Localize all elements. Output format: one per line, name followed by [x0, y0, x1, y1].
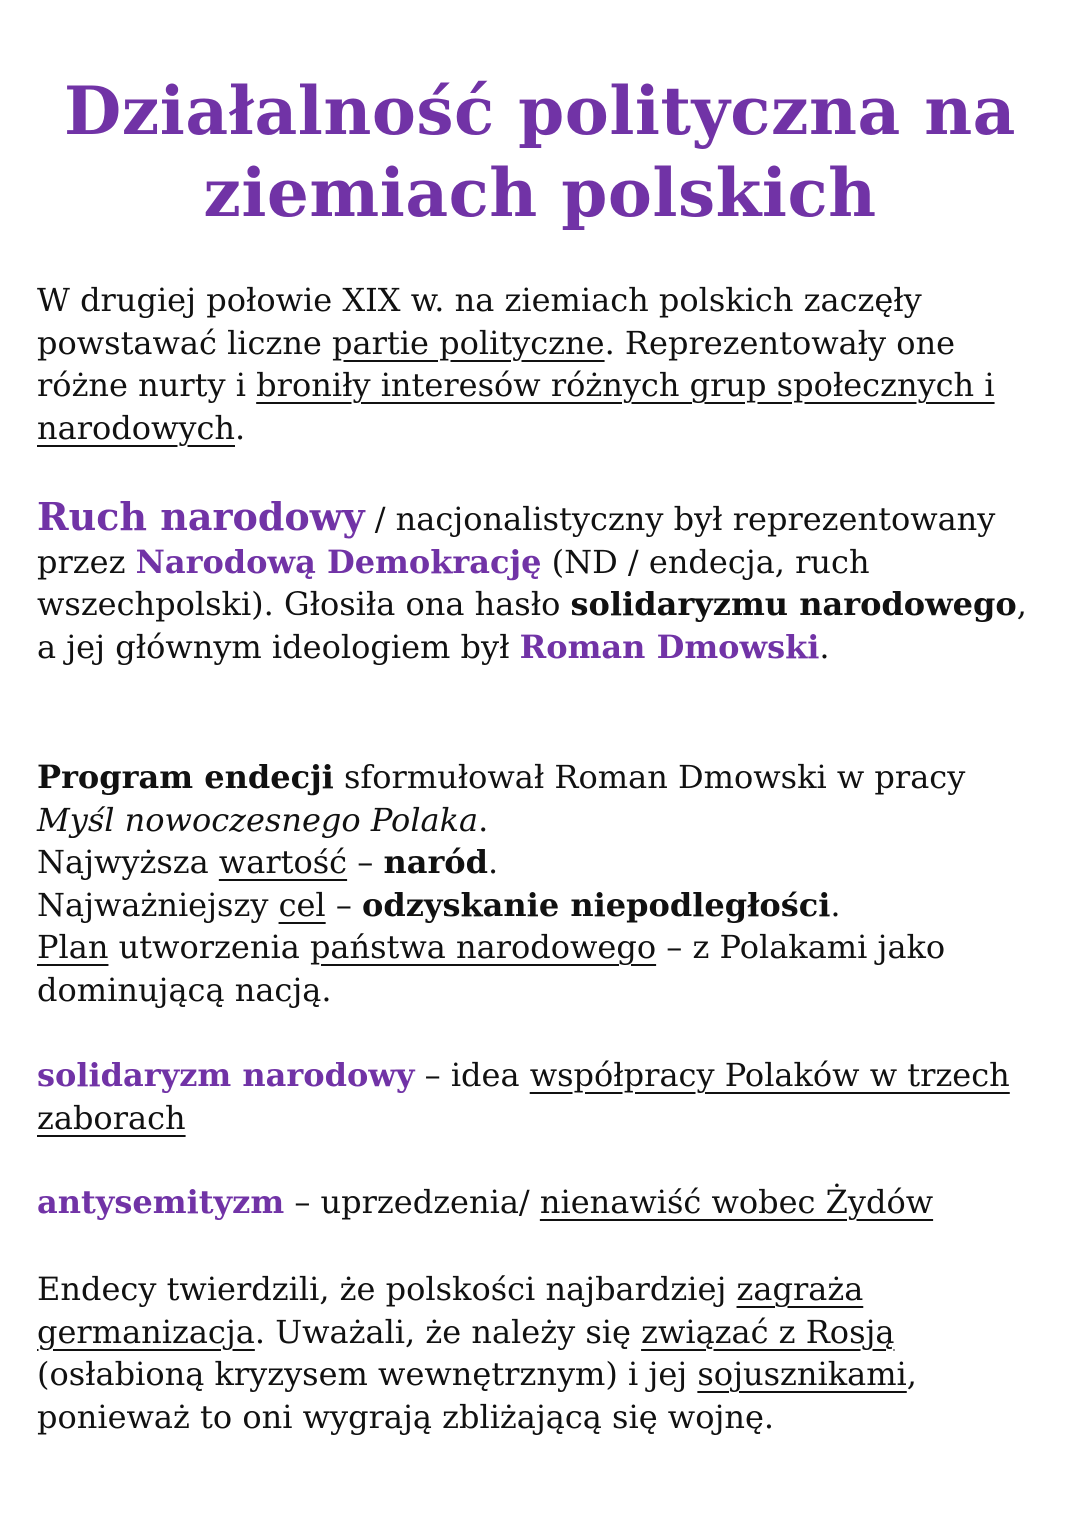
- niepodleglosc-bold: odzyskanie niepodległości: [362, 885, 831, 924]
- program-endecji-block: [37, 756, 1047, 1011]
- rosja-underline: związać z Rosją: [641, 1312, 895, 1351]
- ruch-text-2: (ND / endecja, ruch wszechpolski). Głosiła ona hasło: [37, 542, 870, 623]
- wartosc-prefix: Najwyższa: [37, 843, 219, 881]
- ruch-narodowy-term: Ruch narodowy: [37, 494, 365, 539]
- endecy-text-3: (osłabioną kryzysem wewnętrznym) i jej: [37, 1355, 698, 1393]
- ruch-text-1: / nacjonalistyczny był reprezentowany przez: [37, 500, 996, 581]
- antysemityzm-term: antysemityzm: [37, 1183, 285, 1221]
- panstwo-narodowe-underline: państwa narodowego: [309, 928, 657, 966]
- solidaryzm-bold: solidaryzmu narodowego: [570, 585, 1017, 623]
- page-title-line-1: Działalność polityczna na: [64, 72, 1016, 150]
- cel-dash: –: [325, 885, 362, 924]
- cel-prefix: Najważniejszy: [37, 885, 279, 924]
- roman-dmowski-term: Roman Dmowski: [519, 627, 820, 666]
- plan-suffix: – z Polakami jako dominującą nacją.: [37, 928, 946, 1009]
- narod-bold: naród: [383, 843, 489, 881]
- intro-text-1: W drugiej połowie XIX w. na ziemiach polskich zaczęły powstawać liczne: [37, 281, 922, 362]
- program-line-wartosc: [37, 841, 1047, 884]
- cel-underline: cel: [278, 885, 326, 924]
- endecy-text-1: Endecy twierdzili, że polskości najbardziej: [37, 1270, 737, 1308]
- program-text-1: sformułował Roman Dmowski w pracy: [333, 758, 966, 796]
- program-intro-line: [37, 756, 1047, 841]
- wartosc-period: .: [488, 843, 499, 881]
- antysemityzm-text: – uprzedzenia/: [284, 1183, 540, 1221]
- sojusznicy-underline: sojusznikami: [697, 1355, 907, 1393]
- program-endecji-bold: Program endecji: [37, 758, 334, 796]
- germanizacja-underline: zagraża germanizacja: [37, 1270, 864, 1351]
- wartosc-dash: –: [347, 843, 384, 881]
- definition-antysemityzm: [37, 1181, 1047, 1224]
- cel-period: .: [830, 885, 841, 924]
- intro-paragraph: [37, 279, 1047, 449]
- program-line-plan: [37, 926, 1047, 1011]
- solidaryzm-text: – idea: [414, 1056, 530, 1094]
- antysemityzm-underline: nienawiść wobec Żydów: [539, 1183, 934, 1221]
- page-title: [0, 70, 1080, 234]
- plan-text: utworzenia: [108, 928, 310, 966]
- book-title: Myśl nowoczesnego Polaka: [37, 800, 479, 839]
- intro-underline-partie: partie polityczne: [332, 323, 605, 362]
- ruch-narodowy-paragraph: [37, 496, 1047, 668]
- program-text-2: .: [478, 800, 489, 839]
- wartosc-underline: wartość: [218, 843, 348, 881]
- ruch-text-3: , a jej głównym ideologiem był: [37, 585, 1027, 666]
- plan-underline: Plan: [37, 928, 109, 966]
- solidaryzm-term: solidaryzm narodowy: [37, 1056, 415, 1094]
- endecy-paragraph: [37, 1268, 1047, 1438]
- solidaryzm-underline: współpracy Polaków w trzech zaborach: [37, 1056, 1010, 1137]
- intro-text-3: .: [235, 408, 246, 447]
- program-line-cel: [37, 884, 1047, 927]
- endecy-text-2: . Uważali, że należy się: [254, 1312, 642, 1351]
- endecy-text-4: , ponieważ to oni wygrają zbliżającą się wojnę.: [37, 1355, 917, 1436]
- intro-text-2: . Reprezentowały one różne nurty i: [37, 323, 956, 404]
- intro-underline-interesy: broniły interesów różnych grup społecznych i narodowych: [37, 366, 995, 447]
- definition-solidaryzm: [37, 1054, 1047, 1139]
- narodowa-demokracja-term: Narodową Demokrację: [135, 542, 542, 581]
- ruch-text-4: .: [819, 627, 830, 666]
- page-title-line-2: ziemiach polskich: [203, 154, 877, 232]
